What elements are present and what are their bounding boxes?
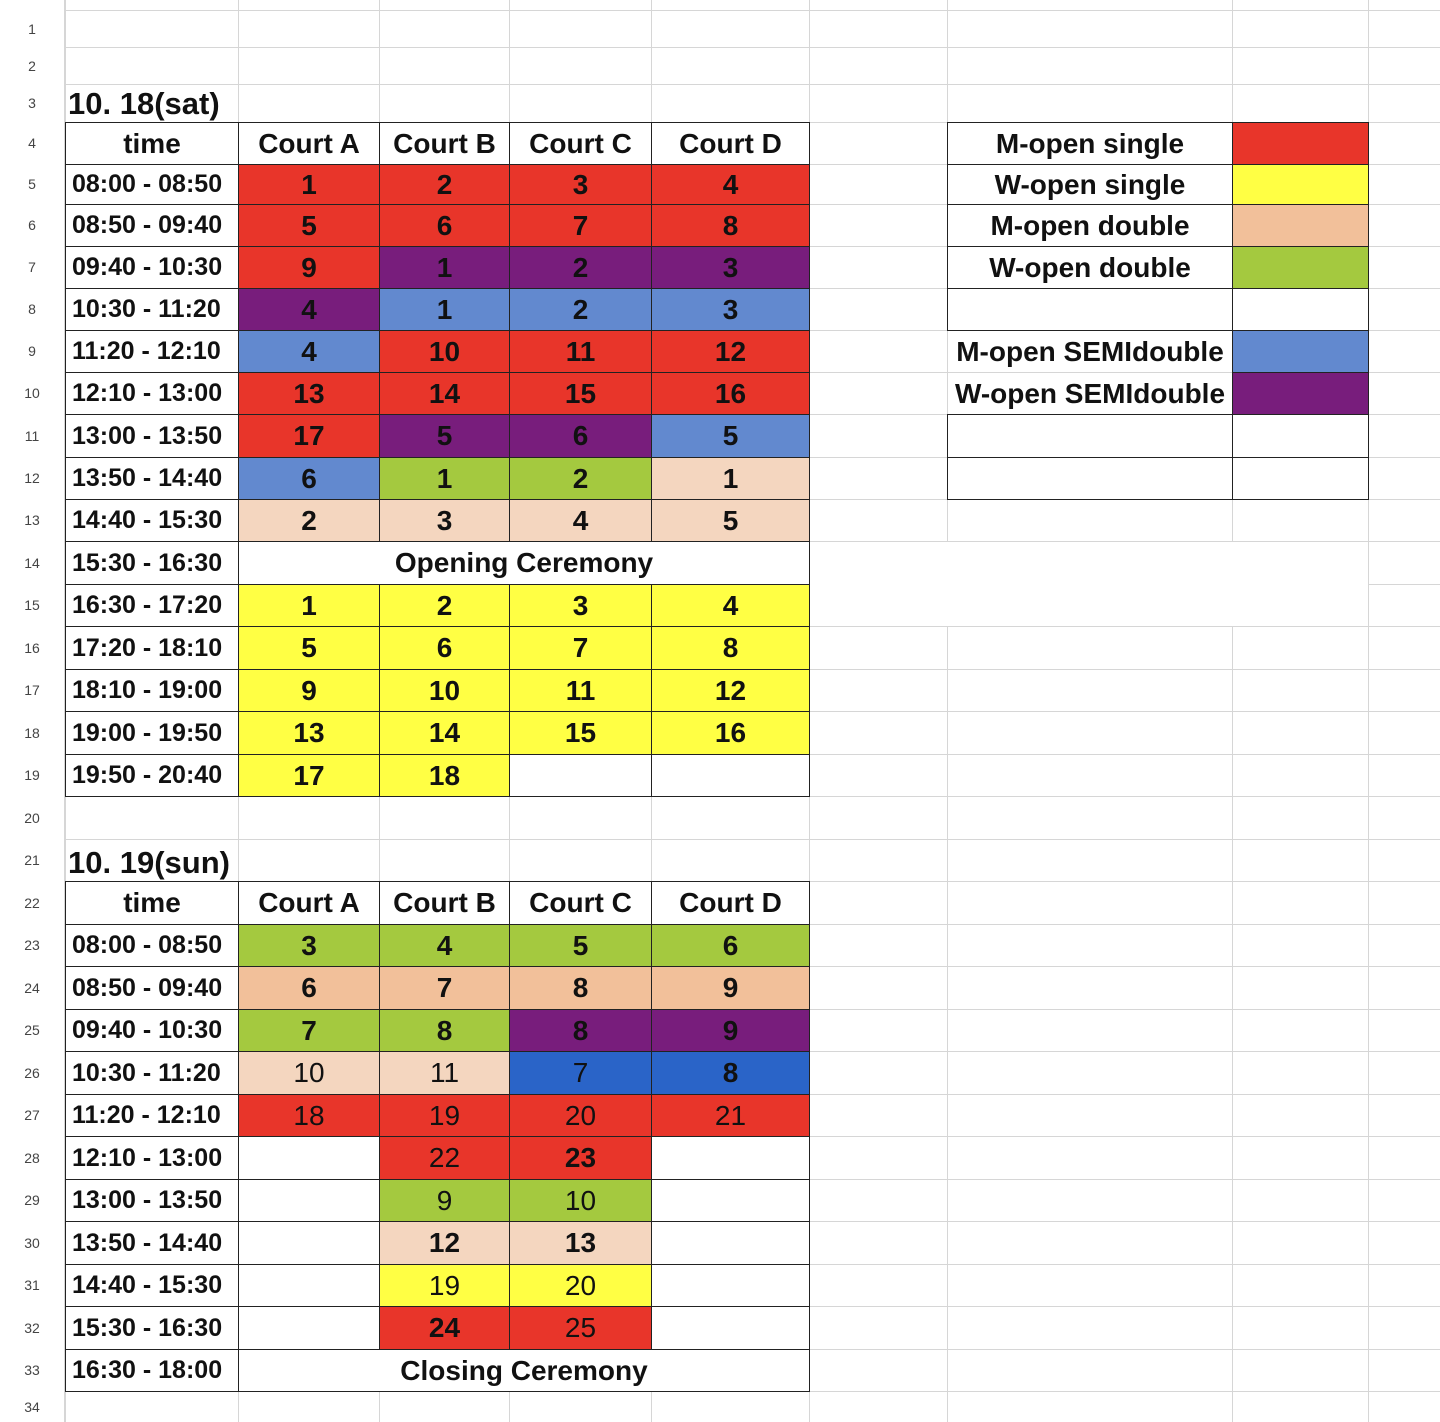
match-cell[interactable]: 8 <box>509 1009 652 1052</box>
legend-label[interactable] <box>947 288 1233 331</box>
match-cell[interactable] <box>238 1306 380 1350</box>
ceremony-cell[interactable]: Opening Ceremony <box>238 541 810 585</box>
row-number[interactable]: 19 <box>24 767 40 783</box>
column-header-time[interactable]: time <box>65 881 239 925</box>
match-cell[interactable]: 10 <box>238 1051 380 1095</box>
match-cell[interactable]: 2 <box>238 499 380 542</box>
match-cell[interactable]: 5 <box>651 499 810 542</box>
row-number[interactable]: 25 <box>24 1022 40 1038</box>
row-number[interactable]: 21 <box>24 852 40 868</box>
row-number[interactable]: 7 <box>28 259 36 275</box>
column-header-court[interactable]: Court A <box>238 881 380 925</box>
match-cell[interactable] <box>238 1221 380 1265</box>
legend-swatch[interactable] <box>1232 164 1369 205</box>
row-header-column <box>0 0 65 1422</box>
match-cell[interactable]: 15 <box>509 372 652 415</box>
row-number[interactable]: 14 <box>24 555 40 571</box>
match-cell[interactable]: 5 <box>238 626 380 670</box>
time-slot-cell[interactable]: 12:10 - 13:00 <box>65 1136 239 1180</box>
legend-label[interactable] <box>947 457 1233 500</box>
gridline-h <box>65 47 1440 48</box>
match-cell[interactable]: 1 <box>238 584 380 627</box>
match-cell[interactable]: 2 <box>379 164 510 205</box>
time-slot-cell[interactable]: 13:50 - 14:40 <box>65 1221 239 1265</box>
match-cell[interactable]: 5 <box>379 414 510 458</box>
match-cell[interactable]: 2 <box>509 246 652 289</box>
column-header-time[interactable]: time <box>65 122 239 165</box>
match-cell[interactable]: 23 <box>509 1136 652 1180</box>
match-cell[interactable]: 5 <box>238 204 380 247</box>
legend-swatch[interactable] <box>1232 457 1369 500</box>
row-number[interactable]: 22 <box>24 895 40 911</box>
column-header-court[interactable]: Court B <box>379 122 510 165</box>
match-cell[interactable]: 8 <box>651 626 810 670</box>
match-cell[interactable]: 1 <box>379 246 510 289</box>
gridline-h <box>65 84 1440 85</box>
column-header-court[interactable]: Court B <box>379 881 510 925</box>
match-cell[interactable]: 8 <box>379 1009 510 1052</box>
time-slot-cell[interactable]: 13:00 - 13:50 <box>65 1179 239 1222</box>
row-number[interactable]: 34 <box>24 1399 40 1415</box>
match-cell[interactable]: 7 <box>509 626 652 670</box>
match-cell[interactable]: 7 <box>238 1009 380 1052</box>
match-cell[interactable]: 9 <box>651 966 810 1010</box>
merged-area <box>810 542 1368 626</box>
match-cell[interactable]: 22 <box>379 1136 510 1180</box>
match-cell[interactable]: 20 <box>509 1094 652 1137</box>
row-number[interactable]: 11 <box>24 428 40 444</box>
match-cell[interactable]: 12 <box>651 330 810 373</box>
match-cell[interactable]: 6 <box>238 457 380 500</box>
row-number[interactable]: 10 <box>24 385 40 401</box>
match-cell[interactable]: 5 <box>651 414 810 458</box>
row-number[interactable]: 1 <box>28 21 36 37</box>
match-cell[interactable]: 4 <box>379 924 510 967</box>
match-cell[interactable]: 3 <box>651 288 810 331</box>
match-cell[interactable]: 21 <box>651 1094 810 1137</box>
row-number[interactable]: 4 <box>28 135 36 151</box>
match-cell[interactable]: 11 <box>509 669 652 712</box>
match-cell[interactable]: 11 <box>379 1051 510 1095</box>
legend-label[interactable]: M-open double <box>947 204 1233 247</box>
time-slot-cell[interactable]: 19:00 - 19:50 <box>65 711 239 755</box>
match-cell[interactable]: 16 <box>651 711 810 755</box>
legend-swatch[interactable] <box>1232 288 1369 331</box>
row-number[interactable]: 17 <box>24 682 40 698</box>
time-slot-cell[interactable]: 11:20 - 12:10 <box>65 1094 239 1137</box>
legend-swatch[interactable] <box>1232 330 1369 373</box>
match-cell[interactable]: 24 <box>379 1306 510 1350</box>
match-cell[interactable]: 6 <box>651 924 810 967</box>
row-number[interactable]: 3 <box>28 95 36 111</box>
row-number[interactable]: 31 <box>24 1277 40 1293</box>
legend-swatch[interactable] <box>1232 204 1369 247</box>
match-cell[interactable]: 1 <box>379 457 510 500</box>
row-number[interactable]: 15 <box>24 597 40 613</box>
time-slot-cell[interactable]: 10:30 - 11:20 <box>65 288 239 331</box>
match-cell[interactable]: 18 <box>238 1094 380 1137</box>
match-cell[interactable]: 3 <box>509 584 652 627</box>
day-title[interactable]: 10. 19(sun) <box>68 845 230 880</box>
match-cell[interactable]: 4 <box>238 330 380 373</box>
match-cell[interactable]: 4 <box>509 499 652 542</box>
match-cell[interactable] <box>238 1264 380 1307</box>
match-cell[interactable]: 19 <box>379 1264 510 1307</box>
row-number[interactable]: 2 <box>28 58 36 74</box>
match-cell[interactable]: 11 <box>509 330 652 373</box>
time-slot-cell[interactable]: 18:10 - 19:00 <box>65 669 239 712</box>
legend-swatch[interactable] <box>1232 414 1369 458</box>
match-cell[interactable]: 10 <box>379 669 510 712</box>
row-number[interactable]: 23 <box>24 937 40 953</box>
match-cell[interactable]: 13 <box>509 1221 652 1265</box>
match-cell[interactable]: 12 <box>651 669 810 712</box>
match-cell[interactable]: 2 <box>379 584 510 627</box>
legend-label[interactable] <box>947 414 1233 458</box>
time-slot-cell[interactable]: 13:00 - 13:50 <box>65 414 239 458</box>
row-number[interactable]: 12 <box>24 470 40 486</box>
match-cell[interactable] <box>651 1306 810 1350</box>
match-cell[interactable]: 4 <box>651 584 810 627</box>
match-cell[interactable]: 6 <box>379 626 510 670</box>
match-cell[interactable]: 12 <box>379 1221 510 1265</box>
time-slot-cell[interactable]: 08:00 - 08:50 <box>65 924 239 967</box>
match-cell[interactable]: 9 <box>238 669 380 712</box>
match-cell[interactable] <box>238 1136 380 1180</box>
row-number[interactable]: 29 <box>24 1192 40 1208</box>
time-slot-cell[interactable]: 08:50 - 09:40 <box>65 204 239 247</box>
match-cell[interactable]: 9 <box>238 246 380 289</box>
column-header-court[interactable]: Court C <box>509 122 652 165</box>
match-cell[interactable]: 8 <box>651 204 810 247</box>
column-header-court[interactable]: Court D <box>651 881 810 925</box>
legend-swatch[interactable] <box>1232 246 1369 289</box>
match-cell[interactable] <box>651 1221 810 1265</box>
match-cell[interactable]: 3 <box>509 164 652 205</box>
match-cell[interactable]: 14 <box>379 372 510 415</box>
match-cell[interactable]: 9 <box>379 1179 510 1222</box>
row-number[interactable]: 32 <box>24 1320 40 1336</box>
row-number[interactable]: 33 <box>24 1362 40 1378</box>
column-header-court[interactable]: Court D <box>651 122 810 165</box>
time-slot-cell[interactable]: 13:50 - 14:40 <box>65 457 239 500</box>
match-cell[interactable]: 1 <box>651 457 810 500</box>
legend-label[interactable]: W-open single <box>947 164 1233 205</box>
match-cell[interactable]: 1 <box>379 288 510 331</box>
row-number[interactable]: 27 <box>24 1107 40 1123</box>
match-cell[interactable]: 7 <box>379 966 510 1010</box>
row-number[interactable]: 24 <box>24 980 40 996</box>
time-slot-cell[interactable]: 10:30 - 11:20 <box>65 1051 239 1095</box>
time-slot-cell[interactable]: 08:00 - 08:50 <box>65 164 239 205</box>
match-cell[interactable]: 6 <box>379 204 510 247</box>
row-number[interactable]: 28 <box>24 1150 40 1166</box>
match-cell[interactable] <box>238 1179 380 1222</box>
time-slot-cell[interactable]: 14:40 - 15:30 <box>65 499 239 542</box>
match-cell[interactable]: 20 <box>509 1264 652 1307</box>
time-slot-cell[interactable]: 11:20 - 12:10 <box>65 330 239 373</box>
legend-label[interactable]: M-open single <box>947 122 1233 165</box>
match-cell[interactable]: 7 <box>509 1051 652 1095</box>
row-number[interactable]: 13 <box>24 512 40 528</box>
match-cell[interactable]: 4 <box>238 288 380 331</box>
row-number[interactable]: 6 <box>28 217 36 233</box>
legend-swatch[interactable] <box>1232 122 1369 165</box>
match-cell[interactable]: 2 <box>509 288 652 331</box>
match-cell[interactable]: 17 <box>238 754 380 797</box>
match-cell[interactable]: 7 <box>509 204 652 247</box>
match-cell[interactable]: 13 <box>238 372 380 415</box>
legend-label[interactable]: W-open SEMIdouble <box>954 377 1226 409</box>
column-header-court[interactable]: Court A <box>238 122 380 165</box>
row-number[interactable]: 18 <box>24 725 40 741</box>
match-cell[interactable]: 15 <box>509 711 652 755</box>
match-cell[interactable]: 6 <box>509 414 652 458</box>
match-cell[interactable]: 25 <box>509 1306 652 1350</box>
match-cell[interactable]: 3 <box>379 499 510 542</box>
time-slot-cell[interactable]: 15:30 - 16:30 <box>65 1306 239 1350</box>
match-cell[interactable]: 18 <box>379 754 510 797</box>
row-number[interactable]: 9 <box>28 343 36 359</box>
row-number[interactable]: 20 <box>24 810 40 826</box>
match-cell[interactable]: 10 <box>379 330 510 373</box>
match-cell[interactable] <box>651 1264 810 1307</box>
legend-label[interactable]: M-open SEMIdouble <box>956 335 1224 367</box>
gridline-h <box>65 10 1440 11</box>
row-number[interactable]: 16 <box>24 640 40 656</box>
match-cell[interactable] <box>509 754 652 797</box>
time-slot-cell[interactable]: 19:50 - 20:40 <box>65 754 239 797</box>
time-slot-cell[interactable]: 14:40 - 15:30 <box>65 1264 239 1307</box>
legend-label[interactable]: W-open double <box>947 246 1233 289</box>
day-title[interactable]: 10. 18(sat) <box>68 86 220 121</box>
ceremony-cell[interactable]: Closing Ceremony <box>238 1349 810 1392</box>
match-cell[interactable]: 6 <box>238 966 380 1010</box>
legend-swatch[interactable] <box>1232 372 1369 415</box>
row-number[interactable]: 26 <box>24 1065 40 1081</box>
row-number[interactable]: 30 <box>24 1235 40 1251</box>
match-cell[interactable]: 17 <box>238 414 380 458</box>
gridline-h <box>65 839 1440 840</box>
time-slot-cell[interactable]: 16:30 - 17:20 <box>65 584 239 627</box>
match-cell[interactable]: 9 <box>651 1009 810 1052</box>
match-cell[interactable]: 13 <box>238 711 380 755</box>
time-slot-cell[interactable]: 17:20 - 18:10 <box>65 626 239 670</box>
match-cell[interactable]: 3 <box>651 246 810 289</box>
time-slot-cell[interactable]: 09:40 - 10:30 <box>65 246 239 289</box>
match-cell[interactable] <box>651 754 810 797</box>
match-cell[interactable] <box>651 1136 810 1180</box>
match-cell[interactable]: 19 <box>379 1094 510 1137</box>
match-cell[interactable]: 5 <box>509 924 652 967</box>
time-slot-cell[interactable]: 08:50 - 09:40 <box>65 966 239 1010</box>
match-cell[interactable]: 14 <box>379 711 510 755</box>
match-cell[interactable]: 10 <box>509 1179 652 1222</box>
time-slot-cell[interactable]: 15:30 - 16:30 <box>65 541 239 585</box>
column-header-court[interactable]: Court C <box>509 881 652 925</box>
time-slot-cell[interactable]: 09:40 - 10:30 <box>65 1009 239 1052</box>
row-number[interactable]: 5 <box>28 176 36 192</box>
match-cell[interactable]: 4 <box>651 164 810 205</box>
match-cell[interactable]: 3 <box>238 924 380 967</box>
match-cell[interactable] <box>651 1179 810 1222</box>
match-cell[interactable]: 8 <box>509 966 652 1010</box>
time-slot-cell[interactable]: 16:30 - 18:00 <box>65 1349 239 1392</box>
row-number[interactable]: 8 <box>28 301 36 317</box>
time-slot-cell[interactable]: 12:10 - 13:00 <box>65 372 239 415</box>
match-cell[interactable]: 2 <box>509 457 652 500</box>
match-cell[interactable]: 16 <box>651 372 810 415</box>
match-cell[interactable]: 8 <box>651 1051 810 1095</box>
match-cell[interactable]: 1 <box>238 164 380 205</box>
